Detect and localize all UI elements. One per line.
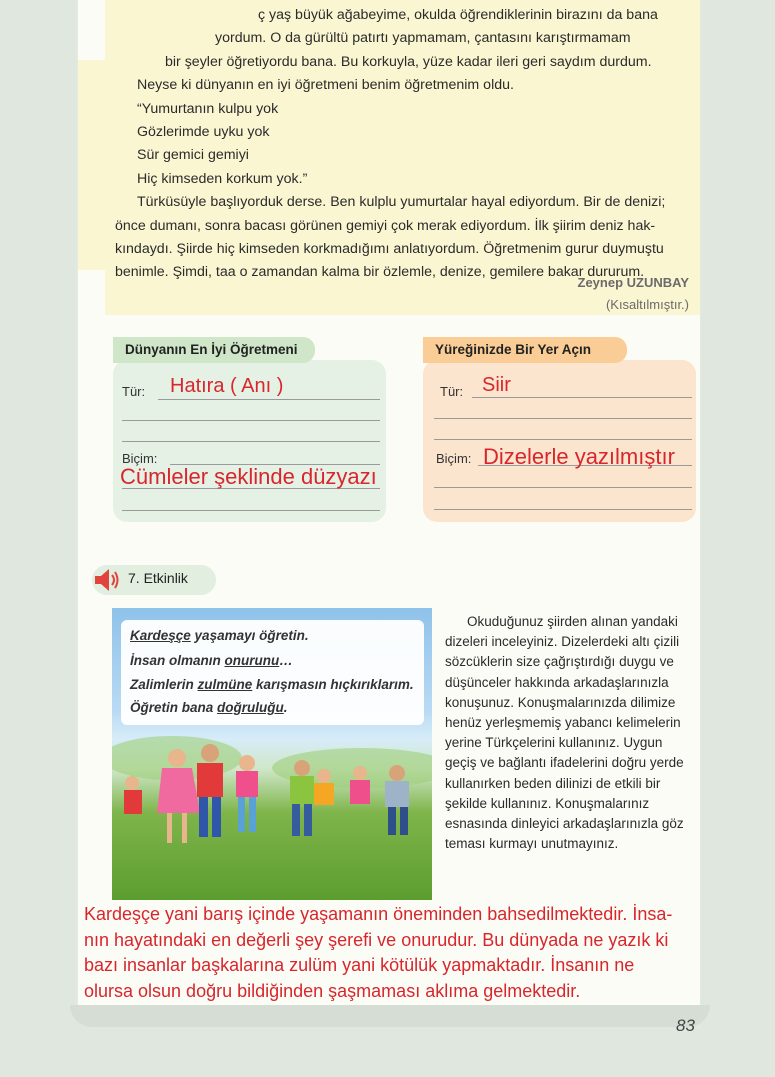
answer-line: bazı insanlar başkalarına zulüm yani kötülük yapmaktadır. İnsanın ne — [84, 955, 635, 975]
answer-line — [434, 487, 692, 488]
page-number: 83 — [676, 1016, 695, 1035]
story-line: ç yaş büyük ağabeyime, okulda öğrendiklerinin birazını da bana — [258, 7, 658, 23]
underlined-word: Kardeşçe — [130, 628, 191, 643]
answer-line — [472, 397, 692, 398]
speaker-icon[interactable] — [92, 566, 120, 594]
answer-line: Kardeşçe yani barış içinde yaşamanın öneminden bahsedilmektedir. İnsa- — [84, 904, 673, 924]
instructions-text: Okuduğunuz şiirden alınan yandaki dizeleri inceleyiniz. Dizelerdeki altı çizili sözcüklerin size çağrıştırdığı duygu ve düşünceler hakkında arkadaşlarınızla konuşunuz. Konuşmalarınızda dilimize henüz yerleşmemiş yabancı kelimelerin yerine Türkçelerini kullanınız. Uygun geçiş ve bağlantı ifadelerini doğru yerde kullanırken beden dilinizi de etkili bir şekilde kullanınız. Konuşmalarınız esnasında dinleyici arkadaşlarınızla göz teması kurmayı unutmayınız. — [445, 614, 684, 852]
story-text — [115, 4, 685, 285]
story-background-left — [78, 60, 118, 270]
page-bottom-strip — [70, 1005, 710, 1027]
left-tur-label: Tür: — [122, 384, 146, 399]
abridged-note: (Kısaltılmıştır.) — [605, 297, 689, 312]
poem-line: Gözlerimde uyku yok — [137, 124, 270, 141]
author-name: Zeynep UZUNBAY — [577, 275, 689, 290]
answer-line — [158, 399, 380, 400]
story-paragraph: Türküsüyle başlıyorduk derse. Ben kulplu yumurtalar hayal ediyordum. Bir de denizi; — [137, 194, 666, 211]
underlined-word: doğruluğu — [217, 700, 284, 715]
story-paragraph: Neyse ki dünyanın en iyi öğretmeni benim öğretmenim oldu. — [137, 77, 514, 94]
quote-text: Zalimlerin — [130, 677, 198, 692]
answer-line — [434, 418, 692, 419]
right-card — [423, 360, 696, 522]
left-bicim-label: Biçim: — [122, 451, 158, 466]
quote-text: Öğretin bana — [130, 700, 218, 715]
quote-text: karışmasın hıçkırıklarım. — [252, 677, 414, 692]
story-paragraph: önce dumanı, sonra bacası görünen gemiyi çok merak ediyordum. İlk şiirim deniz hak- — [115, 217, 656, 234]
activity-instructions — [445, 612, 695, 854]
answer-line — [434, 439, 692, 440]
right-tur-label: Tür: — [440, 384, 464, 399]
story-paragraph: kındaydı. Şiirde hiç kimseden korkmadığımı anlatıyordum. Öğretmenim gurur duymuştu — [115, 241, 664, 258]
children-running-photo — [112, 608, 432, 900]
answer-line — [434, 509, 692, 510]
underlined-word: zulmüne — [197, 677, 253, 692]
answer-line — [122, 420, 380, 421]
right-card-title: Yüreğinizde Bir Yer Açın — [423, 337, 627, 363]
answer-line: olursa olsun doğru bildiğinden şaşmaması aklıma gelmektedir. — [84, 980, 581, 1001]
answer-line — [122, 510, 380, 511]
quote-text: yaşamayı öğretin. — [190, 628, 309, 643]
answer-line — [122, 441, 380, 442]
right-bicim-label: Biçim: — [436, 451, 472, 466]
right-tur-answer[interactable]: Siir — [482, 374, 511, 396]
activity-label: 7. Etkinlik — [128, 570, 188, 586]
quote-line-2 — [130, 653, 293, 668]
poem-line: Hiç kimseden korkum yok.” — [137, 170, 308, 187]
answer-line: nın hayatındaki en değerli şey şerefi ve onurudur. Bu dünyada ne yazık ki — [84, 929, 669, 950]
story-line: bir şeyler öğretiyordu bana. Bu korkuyla, yüze kadar ileri geri saydım durdum. — [165, 53, 652, 70]
poem-line: “Yumurtanın kulpu yok — [137, 100, 279, 117]
left-tur-answer[interactable]: Hatıra ( Anı ) — [170, 375, 284, 397]
quote-line-3 — [130, 677, 414, 692]
quote-text: İnsan olmanın — [130, 653, 225, 668]
right-bicim-answer[interactable]: Dizelerle yazılmıştır — [483, 444, 675, 469]
quote-text: … — [279, 653, 293, 668]
story-paragraph: benimle. Şimdi, taa o zamandan kalma bir özlemle, denize, gemilere bakar dururum. — [115, 264, 645, 281]
poem-line: Sür gemici gemiyi — [137, 147, 249, 164]
quote-text: . — [283, 700, 288, 715]
left-bicim-answer[interactable]: Cümleler şeklinde düzyazı — [120, 464, 377, 489]
author-block — [578, 272, 689, 316]
quote-line-1 — [130, 628, 309, 643]
activity-answer[interactable] — [84, 902, 700, 1004]
story-line: yordum. O da gürültü patırtı yapmamam, çantasını karıştırmamam — [215, 30, 631, 47]
underlined-word: onurunu — [224, 653, 280, 668]
left-card-title: Dünyanın En İyi Öğretmeni — [113, 337, 315, 363]
quote-line-4 — [130, 700, 288, 715]
